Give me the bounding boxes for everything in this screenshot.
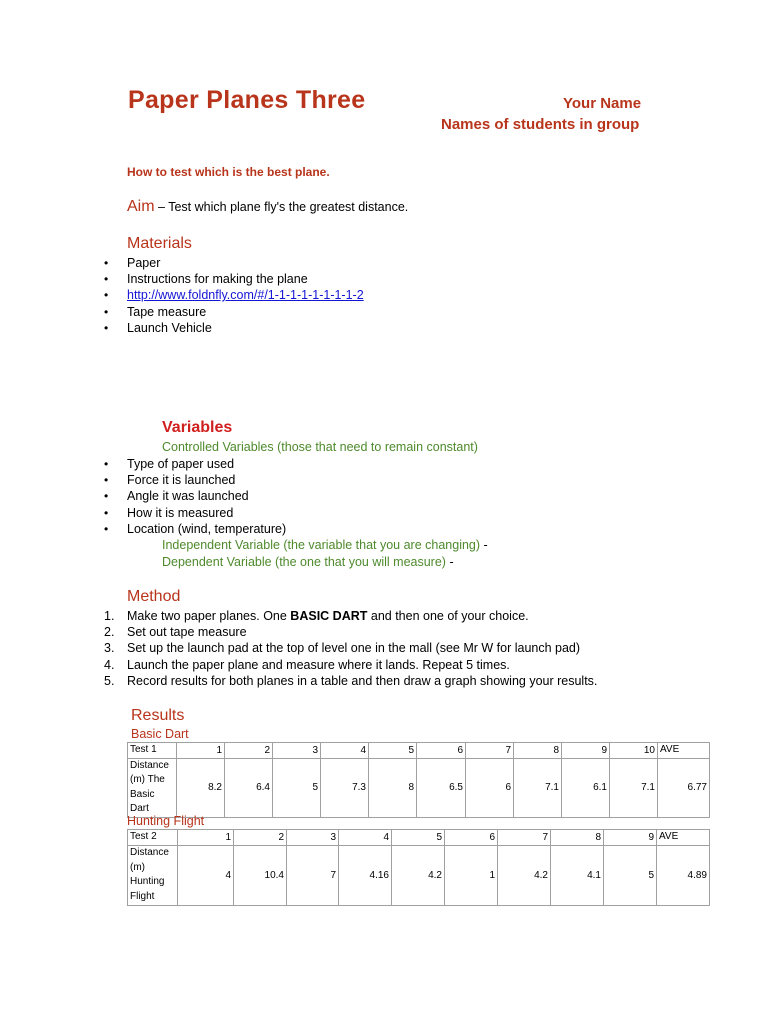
- table-cell: 9: [562, 743, 610, 759]
- table-cell: 4: [178, 845, 234, 905]
- dependent-variable-label: Dependent Variable (the one that you will measure): [162, 555, 446, 569]
- foldnfly-link[interactable]: http://www.foldnfly.com/#/1-1-1-1-1-1-1-1-2: [127, 288, 364, 303]
- dependent-variable-line: [162, 555, 454, 569]
- table-cell: 2: [234, 830, 287, 846]
- table-cell: 6.4: [225, 758, 273, 817]
- method-heading: Method: [127, 588, 181, 605]
- group-names-label: Names of students in group: [441, 116, 640, 133]
- how-to-subtitle: How to test which is the best plane.: [127, 165, 330, 179]
- table-cell: 7.1: [514, 758, 562, 817]
- aim-line: [127, 198, 408, 216]
- controlled-variables-list: [104, 456, 286, 537]
- materials-item: • Tape measure: [104, 304, 364, 320]
- table-row: [128, 845, 710, 905]
- table-cell: Test 2: [128, 830, 178, 846]
- table-cell: 6.1: [562, 758, 610, 817]
- page-title: Paper Planes Three: [128, 86, 366, 114]
- table-cell: 1: [445, 845, 498, 905]
- method-steps: [104, 608, 597, 689]
- table-cell: 6: [466, 758, 514, 817]
- table-cell: 5: [369, 743, 417, 759]
- method-step: 2. Set out tape measure: [104, 625, 247, 640]
- table-cell: 4: [321, 743, 369, 759]
- controlled-variable-item: • How it is measured: [104, 505, 286, 521]
- table-row: [128, 743, 710, 759]
- table-cell: 6.77: [658, 758, 710, 817]
- table-cell: 3: [287, 830, 339, 846]
- method-step: 5. Record results for both planes in a table and then draw a graph showing your results.: [104, 673, 598, 688]
- controlled-variable-item: • Angle it was launched: [104, 488, 286, 504]
- aim-text: – Test which plane fly's the greatest distance.: [154, 200, 409, 214]
- table-cell: 4.2: [498, 845, 551, 905]
- hunting-flight-caption: Hunting Flight: [127, 814, 205, 828]
- table-cell: Distance (m) Hunting Flight: [128, 845, 178, 905]
- controlled-variable-item: • Force it is launched: [104, 472, 286, 488]
- table-cell: 5: [273, 758, 321, 817]
- controlled-variable-item: • Type of paper used: [104, 456, 286, 472]
- aim-heading: Aim: [127, 198, 155, 215]
- independent-variable-label: Independent Variable (the variable that you are changing): [162, 538, 481, 552]
- materials-item: • Instructions for making the plane: [104, 271, 364, 287]
- controlled-variable-item: • Location (wind, temperature): [104, 521, 286, 537]
- independent-variable-line: [162, 538, 488, 552]
- materials-heading: Materials: [127, 235, 192, 252]
- table-cell: 7.1: [610, 758, 658, 817]
- method-step: 4. Launch the paper plane and measure where it lands. Repeat 5 times.: [104, 657, 510, 672]
- independent-variable-suffix: -: [480, 538, 488, 552]
- table-cell: 3: [273, 743, 321, 759]
- table-cell: 7: [498, 830, 551, 846]
- table-cell: 10: [610, 743, 658, 759]
- table-cell: 4.1: [551, 845, 604, 905]
- table-cell: 6.5: [417, 758, 466, 817]
- results-heading: Results: [131, 707, 185, 724]
- table-cell: 4.2: [392, 845, 445, 905]
- table-cell: 10.4: [234, 845, 287, 905]
- hunting-flight-table: [127, 829, 710, 906]
- method-step: 3. Set up the launch pad at the top of level one in the mall (see Mr W for launch pad): [104, 641, 581, 656]
- table-cell: 6: [445, 830, 498, 846]
- materials-item: • Launch Vehicle: [104, 320, 364, 336]
- table-cell: 1: [178, 830, 234, 846]
- table-cell: 8: [551, 830, 604, 846]
- table-cell: 1: [177, 743, 225, 759]
- table-cell: 8: [514, 743, 562, 759]
- table-cell: Test 1: [128, 743, 177, 759]
- table-cell: 9: [604, 830, 657, 846]
- table-cell: 4.16: [339, 845, 392, 905]
- table-cell: 8.2: [177, 758, 225, 817]
- table-row: [128, 758, 710, 817]
- table-cell: 4.89: [657, 845, 710, 905]
- materials-list: [104, 255, 364, 336]
- materials-item: [104, 287, 364, 303]
- table-cell: 8: [369, 758, 417, 817]
- basic-dart-table: [127, 742, 710, 818]
- controlled-variables-label: Controlled Variables (those that need to remain constant): [162, 440, 478, 454]
- dependent-variable-suffix: -: [445, 555, 454, 569]
- table-cell: 4: [339, 830, 392, 846]
- table-row: [128, 830, 710, 846]
- method-step: 1. Make two paper planes. One BASIC DART and then one of your choice.: [104, 609, 529, 623]
- table-cell: 7: [287, 845, 339, 905]
- variables-heading: Variables: [162, 419, 233, 436]
- table-cell: AVE: [657, 830, 710, 846]
- table-cell: Distance (m) The Basic Dart: [128, 758, 177, 817]
- basic-dart-caption: Basic Dart: [131, 727, 189, 741]
- table-cell: 5: [392, 830, 445, 846]
- table-cell: 6: [417, 743, 466, 759]
- table-cell: 5: [604, 845, 657, 905]
- table-cell: 7.3: [321, 758, 369, 817]
- your-name-label: Your Name: [563, 95, 642, 112]
- table-cell: 7: [466, 743, 514, 759]
- table-cell: AVE: [658, 743, 710, 759]
- table-cell: 2: [225, 743, 273, 759]
- materials-item: • Paper: [104, 255, 364, 271]
